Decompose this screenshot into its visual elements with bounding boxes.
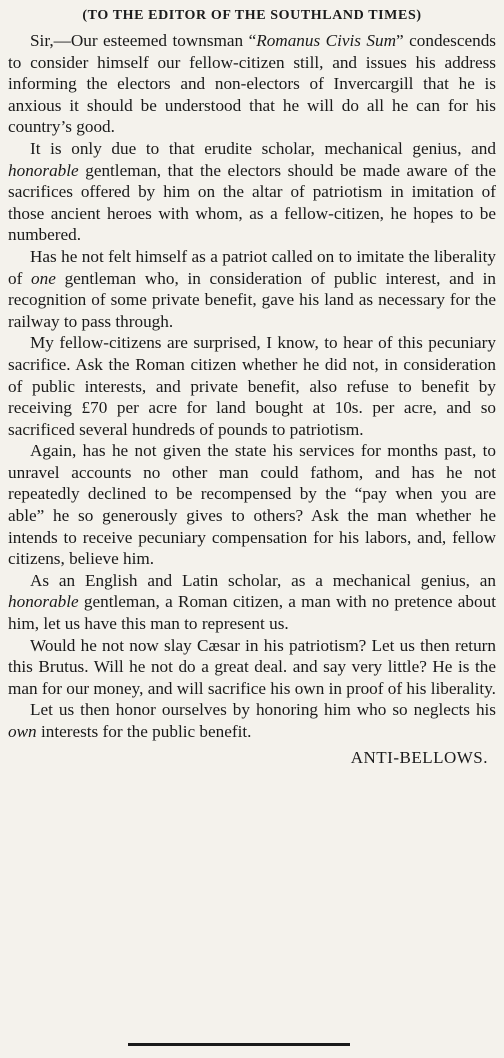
letter-paragraph — [8, 440, 496, 570]
closing-rule — [128, 1043, 350, 1046]
letter-paragraph — [8, 699, 496, 742]
text-run: It is only due to that erudite scholar, mechanical genius, and — [30, 138, 496, 158]
letter-paragraph — [8, 332, 496, 440]
text-run: Let us then honor ourselves by honoring him who so neglects his — [30, 700, 496, 720]
text-run: gentleman, a Roman citizen, a man with no pretence about him, let us have this man to represent us. — [8, 592, 496, 634]
text-run: Has he not felt himself as a patriot called on to imitate the liberality of — [8, 246, 496, 288]
text-run: gentleman who, in consideration of public interest, and in recognition of some private benefit, gave his land as necessary for the railway to pass through. — [8, 268, 496, 331]
italic-text: Romanus Civis Sum — [256, 31, 397, 50]
text-run: Would he not now slay Cæsar in his patriotism? Let us then return this Brutus. Will he not do a great deal. and say very little? He is the man for our money, and will sacrifice his own in proof of his liberality. — [8, 635, 496, 698]
text-run: Again, has he not given the state his services for months past, to unravel accounts no other man could fathom, and has he not repeatedly declined to be recompensed by the “pay when you are able” he so generously gives to others? Ask the man whether he intends to receive pecuniary compensation for his labors, and, fellow citizens, believe him. — [8, 441, 496, 569]
letter-paragraph — [8, 138, 496, 246]
italic-text: honorable — [8, 592, 79, 612]
letter — [8, 6, 496, 769]
letter-paragraph — [8, 246, 496, 332]
italic-text: one — [31, 268, 56, 288]
letter-paragraph — [8, 570, 496, 635]
italic-text: honorable — [8, 160, 79, 180]
letter-paragraph — [8, 635, 496, 700]
letter-heading: (TO THE EDITOR OF THE SOUTHLAND TIMES) — [82, 8, 422, 23]
italic-text: own — [8, 722, 37, 741]
text-run: ” condescends to consider himself our fellow-citizen still, and issues his address informing the electors and non-electors of Invercargill that he is anxious it should be understood that he will do all he can for his country’s good. — [8, 31, 496, 137]
text-run: As an English and Latin scholar, as a mechanical genius, an — [30, 570, 496, 590]
text-run: gentleman, that the electors should be made aware of the sacrifices offered by him on the altar of patriotism in imitation of those ancient heroes with whom, as a fellow-citizen, he hopes to be numbered. — [8, 160, 496, 245]
text-run: My fellow-citizens are surprised, I know, to hear of this pecuniary sacrifice. Ask the Roman citizen whether he did not, in consideration of public interests, and private benefit, also refuse to benefit by receiving £70 per acre for land bought at 10s. per acre, and so sacrificed several hundreds of pounds to patriotism. — [8, 333, 496, 439]
text-run: interests for the public benefit. — [36, 722, 252, 741]
signature: ANTI-BELLOWS. — [350, 747, 488, 767]
text-run: Sir,—Our esteemed townsman “ — [30, 31, 257, 50]
letter-body — [8, 30, 496, 743]
letter-paragraph — [8, 30, 496, 138]
